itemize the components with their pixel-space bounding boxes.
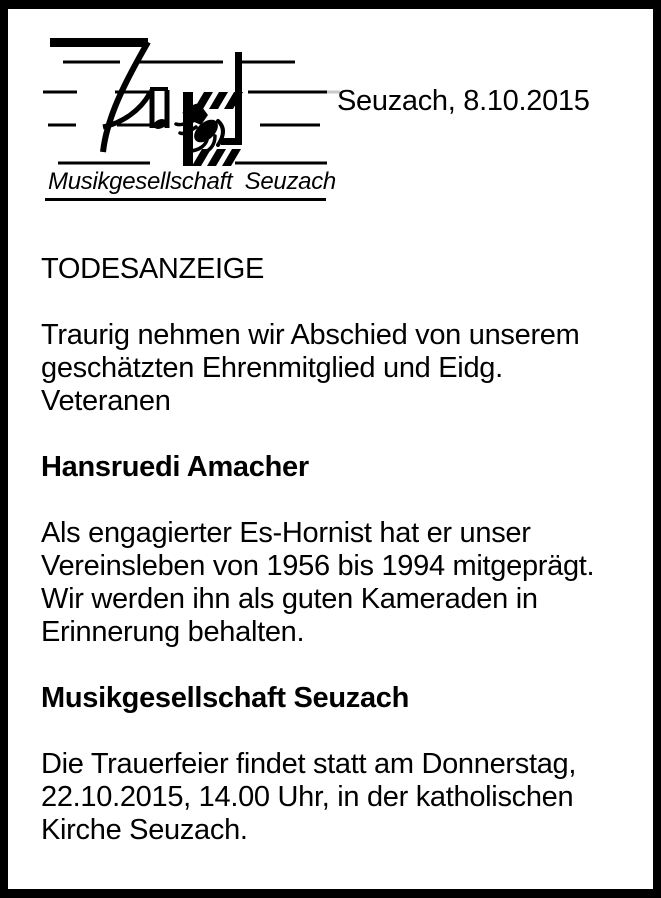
- text-line: Traurig nehmen wir Abschied von unserem: [41, 319, 580, 351]
- notice-body: [41, 253, 641, 847]
- film-strip-bottom-stripes: [192, 149, 241, 166]
- funeral-paragraph: [41, 748, 641, 847]
- text-line: geschätzten Ehrenmitglied und Eidg.: [41, 352, 503, 384]
- clef-curve: [103, 42, 148, 152]
- note-stem-foot: [221, 138, 242, 145]
- date-line: Seuzach, 8.10.2015: [337, 85, 590, 117]
- note-stem: [235, 52, 242, 145]
- text-line: Erinnerung behalten.: [41, 616, 305, 648]
- text-line: Kirche Seuzach.: [41, 814, 248, 846]
- signature-name: Musikgesellschaft Seuzach: [41, 682, 410, 714]
- logo-caption: Musikgesellschaft Seuzach: [48, 168, 336, 195]
- deceased-name: Hansruedi Amacher: [41, 451, 309, 483]
- intro-paragraph: [41, 319, 641, 418]
- text-line: Vereinsleben von 1956 bis 1994 mitgeprägt.: [41, 550, 595, 582]
- logo-underline: [45, 198, 326, 201]
- text-line: Als engagierter Es-Hornist hat er unser: [41, 517, 531, 549]
- text-line: 22.10.2015, 14.00 Uhr, in der katholischen: [41, 781, 574, 813]
- text-line: Die Trauerfeier findet statt am Donnerstag,: [41, 748, 577, 780]
- notice-heading: TODESANZEIGE: [41, 253, 265, 285]
- music-society-logo: [40, 33, 340, 173]
- tribute-paragraph: [41, 517, 641, 649]
- clef-bar: [50, 38, 148, 47]
- text-line: Wir werden ihn als guten Kameraden in: [41, 583, 538, 615]
- text-line: Veteranen: [41, 385, 171, 417]
